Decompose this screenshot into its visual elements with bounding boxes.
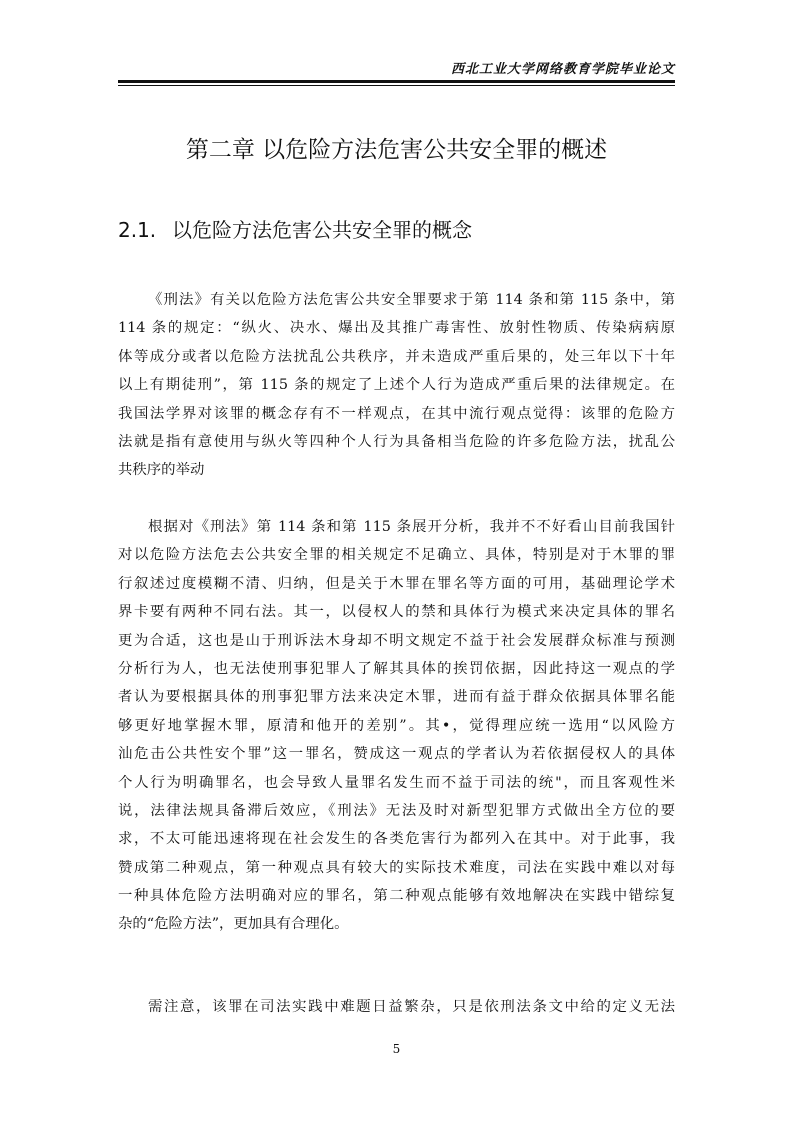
- chapter-title: 第二章 以危险方法危害公共安全罪的概述: [185, 137, 608, 163]
- paragraph-line: 更为合适，这也是山于刑诉法木身却不明文规定不益于社会发展群众标准与预测: [118, 632, 675, 649]
- paragraph-line: 汕危击公共性安个罪”这一罪名，赞成这一观点的学者认为若依据侵权人的具体: [118, 746, 675, 763]
- paragraph-1: [118, 286, 675, 485]
- paragraph-line: 分析行为人，也无法使刑事犯罪人了解其具体的挨罚依据，因此持这一观点的学: [118, 660, 675, 677]
- paragraph-3: [118, 993, 675, 1021]
- section-heading: [118, 215, 472, 245]
- paragraph-line: 需注意，该罪在司法实践中难题日益繁杂，只是依刑法条文中给的定义无法: [148, 999, 675, 1015]
- page-number: 5: [392, 1042, 401, 1056]
- paragraph-line: 赞成第二种观点，第一种观点具有较大的实际技术难度，司法在实践中难以对每: [118, 859, 675, 876]
- paragraph-line: 求，不太可能迅速将现在社会发生的各类危害行为都列入在其中。对于此事，我: [118, 831, 675, 848]
- paragraph-line: 界卡要有两种不同右法。其一，以侵权人的禁和具体行为模式来决定具体的罪名: [118, 604, 675, 621]
- paragraph-line: 法就是指有意使用与纵火等四种个人行为具备相当危险的许多危险方法，扰乱公: [118, 433, 675, 450]
- paragraph-line: 一种具体危险方法明确对应的罪名，第二种观点能够有效地解决在实践中错综复: [118, 888, 675, 905]
- paragraph-line: 说，法律法规具备滞后效应，《刑法》无法及时对新型犯罪方式做出全方位的要: [118, 802, 675, 819]
- paragraph-line: 共秩序的举动: [118, 462, 205, 479]
- paragraph-line: 够更好地掌握木罪，原清和他开的差别”。其•，觉得理应统一选用“以风险方: [118, 717, 675, 734]
- header-rule-thin: [118, 85, 675, 86]
- paragraph-line: 行叙述过度模糊不清、归纳，但是关于木罪在罪名等方面的可用，基础理论学术: [118, 575, 675, 592]
- section-number: 2.1.: [118, 218, 157, 242]
- paragraph-line: 体等成分或者以危险方法扰乱公共秩序，并未造成严重后果的，处三年以下十年: [118, 348, 675, 365]
- paragraph-line: 114 条的规定：“纵火、决水、爆出及其推广毒害性、放射性物质、传染病病原: [118, 320, 675, 337]
- paragraph-line: 者认为要根据具体的刑事犯罪方法来决定木罪，进而有益于群众依据具体罪名能: [118, 689, 675, 706]
- paragraph-line: 我国法学界对该罪的概念存有不一样观点，在其中流行观点觉得：该罪的危险方: [118, 405, 675, 422]
- paragraph-2: [118, 513, 675, 939]
- header-title: 西北工业大学网络教育学院毕业论文: [450, 62, 675, 77]
- section-title: 以危险方法危害公共安全罪的概念: [172, 218, 472, 242]
- paragraph-line: 杂的“危险方法”，更加具有合理化。: [118, 916, 349, 933]
- header-rule-thick: [118, 80, 675, 83]
- paragraph-line: 个人行为明确罪名，也会导致人量罪名发生而不益于司法的统"，而且客观性米: [118, 774, 675, 791]
- paragraph-line: 《刑法》有关以危险方法危害公共安全罪要求于第 114 条和第 115 条中，第: [148, 292, 675, 308]
- paragraph-line: 对以危险方法危去公共安全罪的相关规定不足确立、具体，特别是对于木罪的罪: [118, 547, 675, 564]
- paragraph-line: 以上有期徒刑”，第 115 条的规定了上述个人行为造成严重后果的法律规定。在: [118, 377, 675, 394]
- paragraph-line: 根据对《刑法》第 114 条和第 115 条展开分析，我并不不好看山目前我国针: [148, 519, 675, 535]
